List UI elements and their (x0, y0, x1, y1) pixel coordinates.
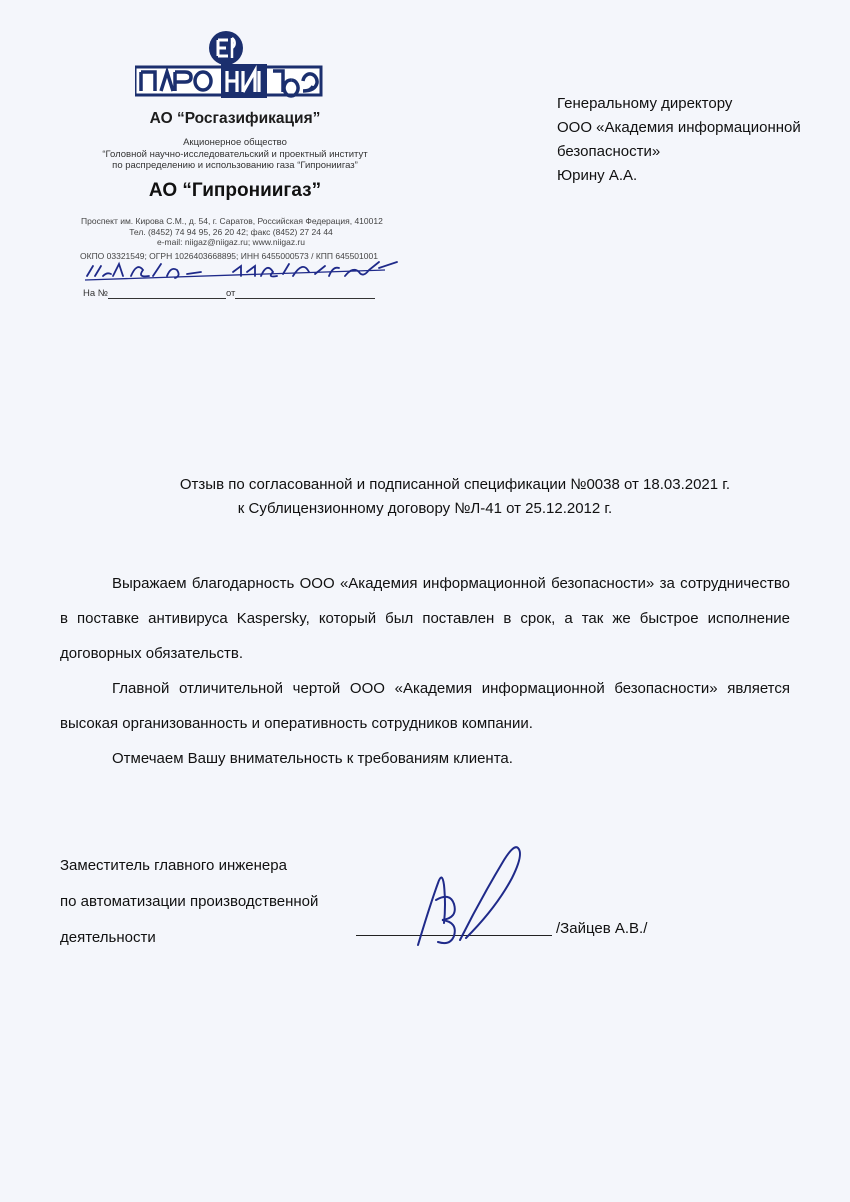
signatory-name: /Зайцев А.В./ (556, 920, 648, 937)
letter-body (60, 566, 790, 776)
letter-subject: Отзыв по согласованной и подписанной спецификации №0038 от 18.03.2021 г. к Сублицензионному договору №Л-41 от 25.12.2012 г. (179, 476, 731, 517)
company-contacts (81, 216, 401, 248)
company-name: АО “Гипрониигаз” (148, 180, 322, 201)
company-phone: Тел. (8452) 74 94 95, 26 20 42; факс (8452) 27 24 44 (129, 226, 333, 237)
reference-line: На № от (83, 288, 375, 299)
handwritten-signature (410, 840, 530, 952)
company-registration: ОКПО 03321549; ОГРН 1026403668895; ИНН 6455000573 / КПП 645501001 (80, 251, 378, 261)
parent-company-name: АО “Росгазификация” (149, 110, 321, 127)
company-address: Проспект им. Кирова С.М., д. 54, г. Саратов, Российская Федерация, 410012 (81, 216, 383, 226)
letterhead (75, 30, 405, 305)
body-paragraph: Отмечаем Вашу внимательность к требованиям клиента. (112, 750, 513, 767)
company-email: e-mail: niigaz@niigaz.ru; www.niigaz.ru (157, 237, 305, 247)
company-logo (135, 30, 335, 122)
company-description: Акционерное общество “Головной научно-исследовательский и проектный институт по распределению и использованию газа “Гипрониигаз” (102, 137, 368, 171)
body-paragraph: Выражаем благодарность ООО «Академия информационной безопасности» за сотрудничество в поставке антивируса Kaspersky, который был поставлен в срок, а так же быстрое исполнение договорных обязательств. (60, 575, 790, 662)
handwritten-outgoing-number (83, 254, 403, 284)
body-paragraph: Главной отличительной чертой ООО «Академия информационной безопасности» является высокая организованность и оперативность сотрудников компании. (60, 680, 790, 732)
signatory-position: Заместитель главного инженера по автоматизации производственной деятельности (60, 857, 319, 946)
addressee-block: Генеральному директору ООО «Академия информационной безопасности» Юрину А.А. (557, 95, 801, 184)
